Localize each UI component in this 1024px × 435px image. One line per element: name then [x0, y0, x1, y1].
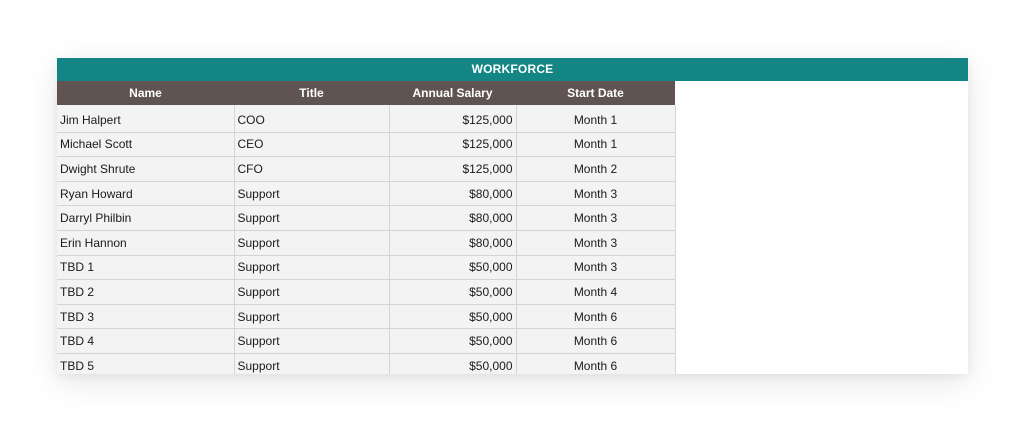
cell-name[interactable]: Michael Scott	[57, 132, 234, 157]
workforce-table	[57, 81, 676, 374]
cell-title[interactable]: Support	[234, 353, 389, 374]
cell-annual-salary[interactable]: $50,000	[389, 304, 516, 329]
workforce-banner	[57, 58, 968, 81]
column-header-title[interactable]: Title	[234, 81, 389, 105]
table-row[interactable]	[57, 280, 675, 305]
cell-title[interactable]: Support	[234, 255, 389, 280]
cell-annual-salary[interactable]: $125,000	[389, 157, 516, 182]
column-header-name[interactable]: Name	[57, 81, 234, 105]
cell-name[interactable]: TBD 2	[57, 280, 234, 305]
cell-start-date[interactable]: Month 3	[516, 255, 675, 280]
header-row	[57, 81, 675, 105]
cell-annual-salary[interactable]: $50,000	[389, 353, 516, 374]
cell-name[interactable]: Darryl Philbin	[57, 206, 234, 231]
cell-start-date[interactable]: Month 2	[516, 157, 675, 182]
cell-annual-salary[interactable]: $80,000	[389, 206, 516, 231]
table-row[interactable]	[57, 206, 675, 231]
table-row[interactable]	[57, 157, 675, 182]
table-body	[57, 105, 675, 374]
table-row[interactable]	[57, 255, 675, 280]
cell-title[interactable]: Support	[234, 280, 389, 305]
cell-name[interactable]: TBD 1	[57, 255, 234, 280]
table-row[interactable]	[57, 329, 675, 354]
table-row[interactable]	[57, 353, 675, 374]
spreadsheet-panel	[57, 58, 968, 374]
cell-start-date[interactable]: Month 6	[516, 353, 675, 374]
cell-title[interactable]: CFO	[234, 157, 389, 182]
cell-name[interactable]: TBD 4	[57, 329, 234, 354]
cell-start-date[interactable]: Month 3	[516, 206, 675, 231]
cell-start-date[interactable]: Month 3	[516, 230, 675, 255]
cell-start-date[interactable]: Month 6	[516, 304, 675, 329]
cell-annual-salary[interactable]: $80,000	[389, 181, 516, 206]
cell-start-date[interactable]: Month 1	[516, 132, 675, 157]
cell-name[interactable]: Erin Hannon	[57, 230, 234, 255]
column-header-salary[interactable]: Annual Salary	[389, 81, 516, 105]
cell-start-date[interactable]: Month 1	[516, 105, 675, 132]
cell-annual-salary[interactable]: $50,000	[389, 280, 516, 305]
cell-annual-salary[interactable]: $50,000	[389, 255, 516, 280]
table-row[interactable]	[57, 105, 675, 132]
cell-start-date[interactable]: Month 3	[516, 181, 675, 206]
cell-start-date[interactable]: Month 6	[516, 329, 675, 354]
table-row[interactable]	[57, 132, 675, 157]
banner-title: WORKFORCE	[471, 62, 554, 76]
cell-name[interactable]: TBD 5	[57, 353, 234, 374]
cell-annual-salary[interactable]: $125,000	[389, 105, 516, 132]
cell-title[interactable]: COO	[234, 105, 389, 132]
table-row[interactable]	[57, 304, 675, 329]
cell-name[interactable]: TBD 3	[57, 304, 234, 329]
cell-title[interactable]: Support	[234, 304, 389, 329]
cell-annual-salary[interactable]: $125,000	[389, 132, 516, 157]
cell-title[interactable]: Support	[234, 230, 389, 255]
cell-annual-salary[interactable]: $50,000	[389, 329, 516, 354]
cell-name[interactable]: Dwight Shrute	[57, 157, 234, 182]
cell-title[interactable]: Support	[234, 206, 389, 231]
table-row[interactable]	[57, 230, 675, 255]
column-header-start-date[interactable]: Start Date	[516, 81, 675, 105]
cell-title[interactable]: Support	[234, 181, 389, 206]
cell-title[interactable]: Support	[234, 329, 389, 354]
cell-title[interactable]: CEO	[234, 132, 389, 157]
cell-annual-salary[interactable]: $80,000	[389, 230, 516, 255]
cell-name[interactable]: Ryan Howard	[57, 181, 234, 206]
cell-name[interactable]: Jim Halpert	[57, 105, 234, 132]
table-row[interactable]	[57, 181, 675, 206]
cell-start-date[interactable]: Month 4	[516, 280, 675, 305]
